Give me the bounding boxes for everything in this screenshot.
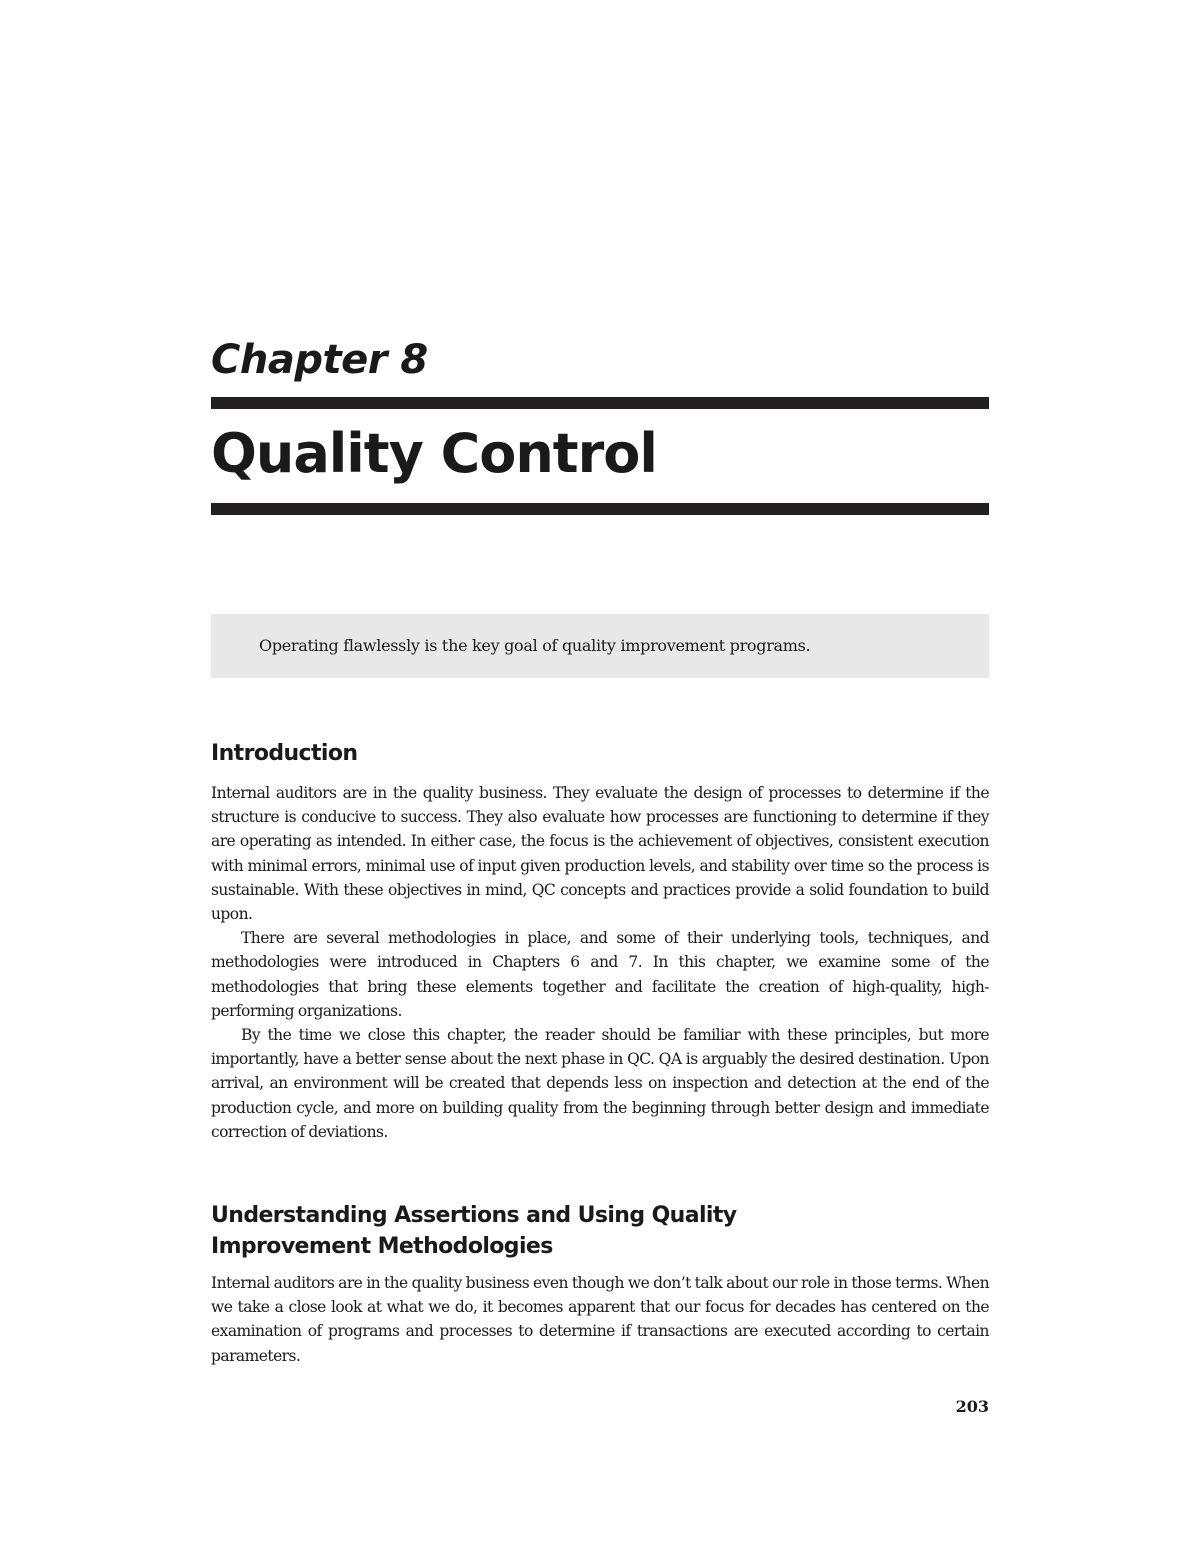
- epigraph-text: Operating flawlessly is the key goal of quality improvement programs.: [259, 636, 811, 655]
- introduction-body: [211, 781, 989, 1144]
- paragraph: Internal auditors are in the quality business. They evaluate the design of processes to determine if the structure is conducive to success. They also evaluate how processes are functioning to determine if they are operating as intended. In either case, the focus is the achievement of objectives, consistent execution with minimal errors, minimal use of input given production levels, and stability over time so the process is sustainable. With these objectives in mind, QC concepts and practices provide a solid foundation to build upon.: [211, 784, 989, 924]
- section-heading-assertions: Understanding Assertions and Using Quality Improvement Methodologies: [211, 1203, 737, 1259]
- page-number: 203: [955, 1397, 989, 1416]
- chapter-label: Chapter 8: [211, 337, 428, 383]
- paragraph: There are several methodologies in place, and some of their underlying tools, techniques, and methodologies were introduced in Chapters 6 and 7. In this chapter, we examine some of the methodologies that bring these elements together and facilitate the creation of high-quality, high-performing organizations.: [211, 929, 989, 1020]
- section-heading-introduction: Introduction: [211, 741, 358, 766]
- bottom-rule: [211, 503, 989, 515]
- top-rule: [211, 397, 989, 409]
- chapter-title: Quality Control: [211, 422, 657, 485]
- epigraph-box: [211, 614, 989, 678]
- paragraph: Internal auditors are in the quality business even though we don’t talk about our role in those terms. When we take a close look at what we do, it becomes apparent that our focus for decades has centered on the examination of programs and processes to determine if transactions are executed according to certain parameters.: [211, 1274, 989, 1365]
- assertions-body: [211, 1271, 989, 1368]
- paragraph: By the time we close this chapter, the reader should be familiar with these principles, but more importantly, have a better sense about the next phase in QC. QA is arguably the desired destination. Upon arrival, an environment will be created that depends less on inspection and detection at the end of the production cycle, and more on building quality from the beginning through better design and immediate correction of deviations.: [211, 1026, 989, 1141]
